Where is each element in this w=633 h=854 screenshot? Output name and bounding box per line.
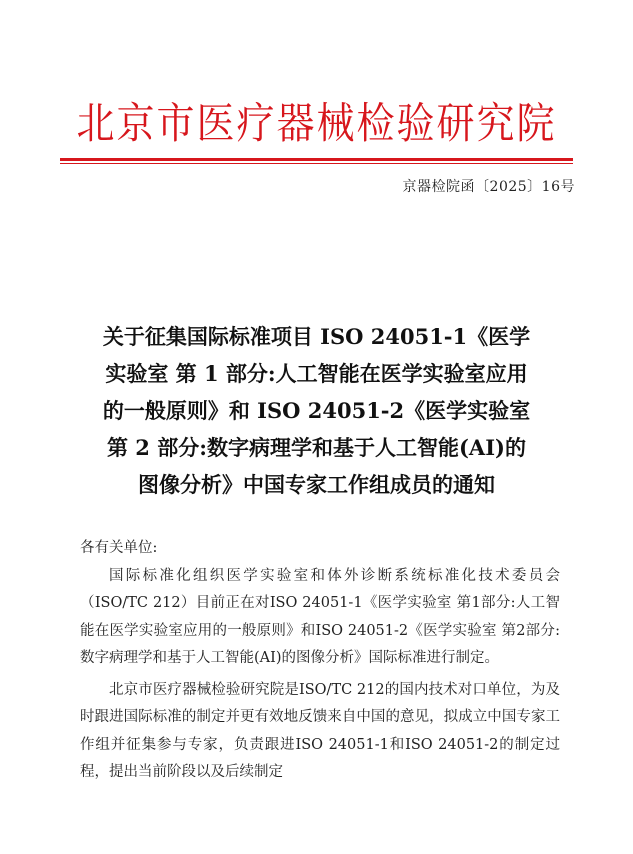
header-rule-thick [60,158,573,161]
header-rule-thin [60,163,573,164]
title-line: 的一般原则》和 ISO 24051-2《医学实验室 [102,398,531,423]
title-line: 实验室 第 1 部分:人工智能在医学实验室应用 [105,361,528,386]
title-line: 第 2 部分:数字病理学和基于人工智能(AI)的 [107,435,526,460]
title-line: 图像分析》中国专家工作组成员的通知 [138,472,495,497]
document-number: 京器检院函〔2025〕16号 [402,179,575,195]
organization-header: 北京市医疗器械检验研究院 [76,98,557,149]
title-line: 关于征集国际标准项目 ISO 24051-1《医学 [102,324,531,349]
notice-title [70,318,563,503]
salutation: 各有关单位: [80,540,158,556]
paragraph: 国际标准化组织医学实验室和体外诊断系统标准化技术委员会（ISO/TC 212）目前正在对ISO 24051-1《医学实验室 第1部分:人工智能在医学实验室应用的一般原则》和ISO 24051-2《医学实验室 第2部分:数字病理学和基于人工智能(AI)的图像分析》国际标准进行制定。 [80,567,560,666]
paragraph: 北京市医疗器械检验研究院是ISO/TC 212的国内技术对口单位，为及时跟进国际标准的制定并更有效地反馈来自中国的意见，拟成立中国专家工作组并征集参与专家，负责跟进ISO 24051-1和ISO 24051-2的制定过程，提出当前阶段以及后续制定 [80,681,560,780]
notice-body [80,535,560,787]
